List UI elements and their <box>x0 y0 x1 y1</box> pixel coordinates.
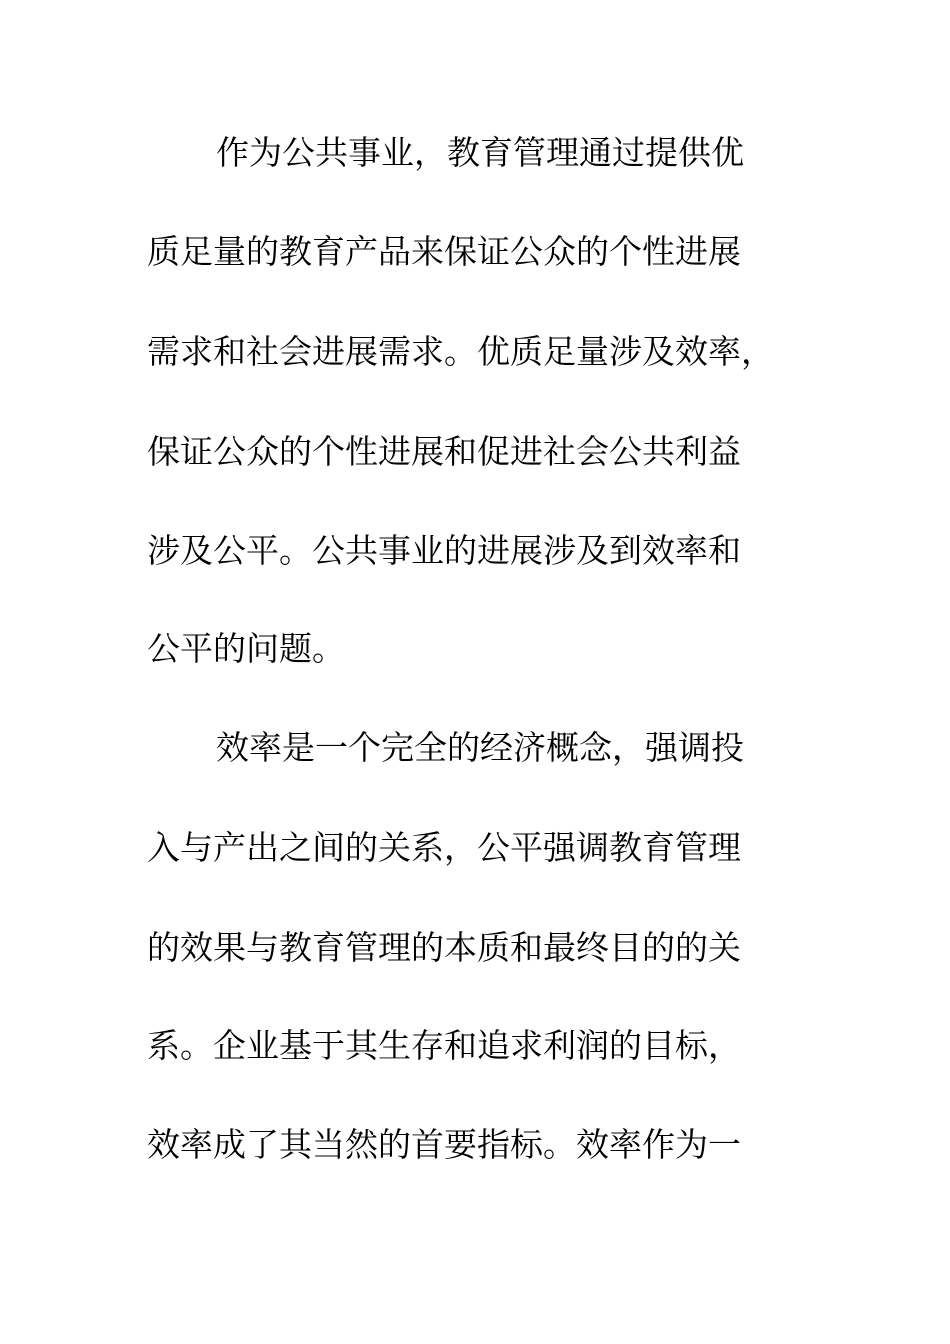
text-line: 入与产出之间的关系，公平强调教育管理 <box>147 828 741 867</box>
text-line: 效率是一个完全的经济概念，强调投 <box>216 728 744 767</box>
text-line: 质足量的教育产品来保证公众的个性进展 <box>147 232 741 271</box>
text-line: 效率成了其当然的首要指标。效率作为一 <box>147 1125 741 1164</box>
text-line: 系。企业基于其生存和追求利润的目标， <box>147 1026 741 1065</box>
text-line: 涉及公平。公共事业的进展涉及到效率和 <box>147 531 741 570</box>
text-line: 作为公共事业，教育管理通过提供优 <box>216 133 744 172</box>
text-line: 保证公众的个性进展和促进社会公共利益 <box>147 432 741 471</box>
text-line: 需求和社会进展需求。优质足量涉及效率， <box>147 332 774 371</box>
text-line: 的效果与教育管理的本质和最终目的的关 <box>147 928 741 967</box>
text-line: 公平的问题。 <box>147 629 345 668</box>
